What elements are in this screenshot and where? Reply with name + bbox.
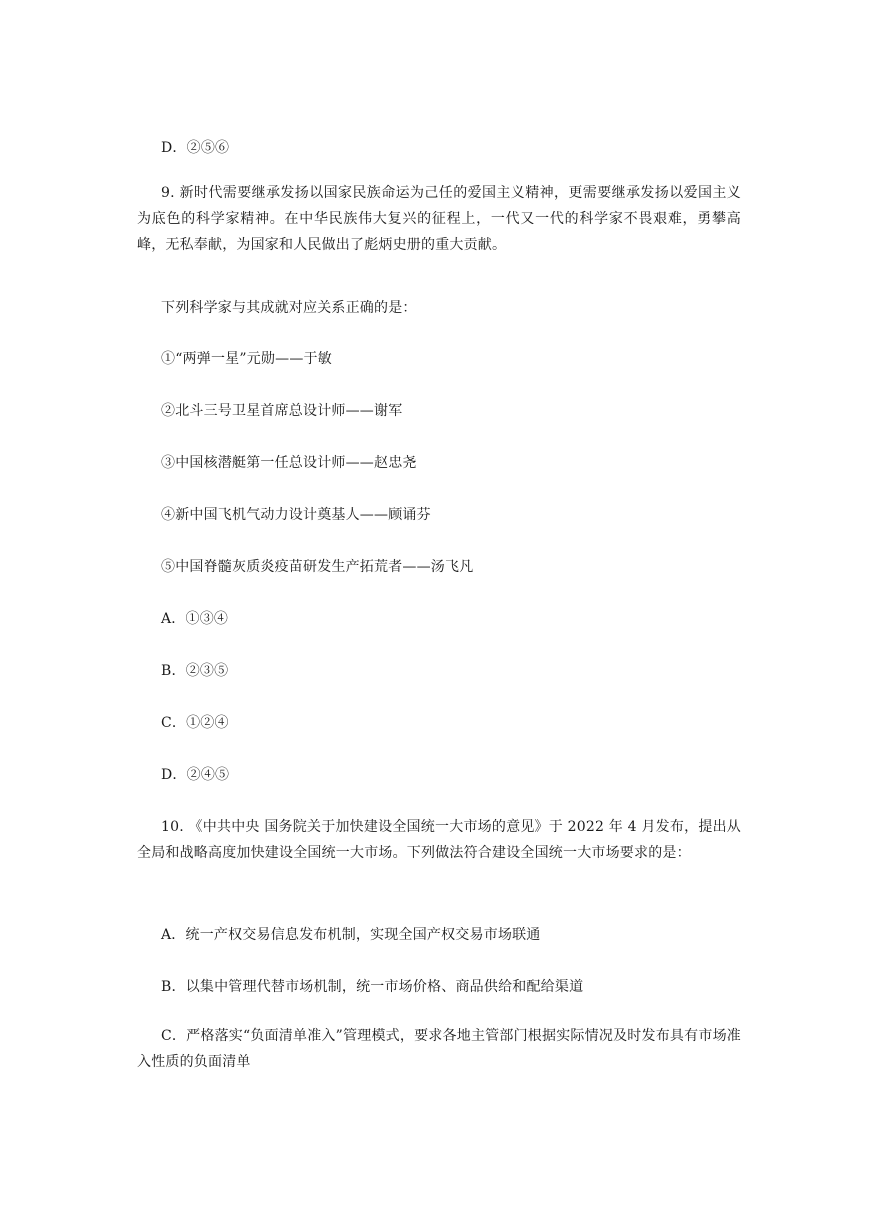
q10-option-a: A．统一产权交易信息发布机制，实现全国产权交易市场联通	[161, 927, 541, 943]
q9-option-a: A．①③④	[161, 611, 229, 627]
q10-option-c: C．严格落实“负面清单准入”管理模式，要求各地主管部门根据实际情况及时发布具有市场准入性质的负面清单	[137, 1028, 741, 1070]
q9-statement-1: ①“两弹一星”元勋——于敏	[161, 351, 332, 367]
q9-option-d: D．②④⑤	[161, 767, 230, 783]
q10-stem: 10. 《中共中央 国务院关于加快建设全国统一大市场的意见》于 2022 年 4 月发布，提出从全局和战略高度加快建设全国统一大市场。下列做法符合建设全国统一大市场要求的是：	[137, 819, 741, 861]
q10-option-b: B．以集中管理代替市场机制，统一市场价格、商品供给和配给渠道	[161, 979, 584, 995]
q9-stem: 9. 新时代需要继承发扬以国家民族命运为己任的爱国主义精神，更需要继承发扬以爱国主义为底色的科学家精神。在中华民族伟大复兴的征程上，一代又一代的科学家不畏艰难，勇攀高峰，无私奉献，为国家和人民做出了彪炳史册的重大贡献。	[137, 185, 741, 253]
q8-option-d: D．②⑤⑥	[161, 140, 230, 156]
q9-prompt: 下列科学家与其成就对应关系正确的是：	[161, 300, 417, 316]
q9-statement-5: ⑤中国脊髓灰质炎疫苗研发生产拓荒者——汤飞凡	[161, 559, 474, 575]
q9-option-c: C．①②④	[161, 715, 229, 731]
q9-statement-4: ④新中国飞机气动力设计奠基人——顾诵芬	[161, 507, 431, 523]
q9-statement-3: ③中国核潜艇第一任总设计师——赵忠尧	[161, 455, 417, 471]
q9-statement-2: ②北斗三号卫星首席总设计师——谢军	[161, 403, 403, 419]
q9-option-b: B．②③⑤	[161, 663, 229, 679]
